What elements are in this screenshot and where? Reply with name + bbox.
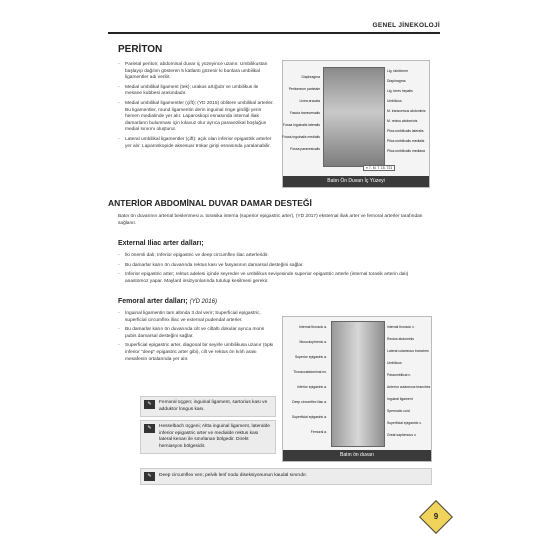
- list-item: - Medial umbilikal ligament (tek); urakus artığıdır ve umbilikus ile mesane kubbesi arasındadır.: [118, 85, 276, 98]
- anterior-intro: Batın ön duvarının arterial beslenmesi a. torasika interna (superior epigastric arter), (YD 2017) eksternal iliak arter ve femoral arterler tarafından sağlanır.: [118, 214, 423, 226]
- page-number-badge: [419, 500, 453, 534]
- femoral-title-text: Femoral arter dalları;: [118, 298, 188, 305]
- list-item: - İki önemli dalı; Inferior epigastric ve deep circumflex iliac arterleridir.: [118, 253, 432, 260]
- femoral-year: (YD 2016): [189, 299, 217, 305]
- figure-label: Rectus abdominis: [387, 337, 414, 341]
- figure-label: Great saphenous v.: [387, 433, 417, 437]
- figure-label: Lateral cutaneous branches: [387, 349, 429, 353]
- pencil-icon: ✎: [144, 472, 155, 481]
- note-hesselbach: [140, 420, 276, 454]
- list-item: - Bu damarlar karın ön duvarında rektus kası ve fasyasının damarsal desteğini sağlar.: [118, 263, 432, 270]
- abdominal-vessels-image: [331, 321, 385, 447]
- figure-label: Plica umbilicalis medialis: [387, 139, 425, 143]
- periton-title: PERİTON: [118, 44, 163, 55]
- figure-label: M. transversus abdominis: [387, 109, 426, 113]
- figure-caption: Batın Ön Duvarı İç Yüzeyi: [283, 176, 429, 187]
- pencil-icon: ✎: [144, 424, 155, 433]
- figure-label: Lig. falciforme: [387, 69, 409, 73]
- note-text: Femoral üçgen; inguinal ligament, sartorius kası ve adduktor longus kası.: [159, 400, 268, 412]
- periton-list: [118, 62, 276, 153]
- note-text: Deep circumflex ven; pelvik lenf nodu diseksiyonunun kaudal sınırıdır.: [159, 473, 307, 478]
- figure-label: Superficial epigastric a.: [291, 415, 327, 419]
- external-title: External Iliac arter dalları;: [118, 240, 204, 247]
- femoral-title: [118, 298, 217, 305]
- figure-label: Superior epigastric a.: [294, 355, 327, 359]
- list-item: - İnguinal ligamentin tam altında 3 dal verir; Superficial epigastric, superficial circumflex iliac ve external pudendal arterler.: [118, 311, 274, 324]
- figure-label: M. rectus abdominis: [387, 119, 418, 123]
- note-femoral-triangle: [140, 396, 276, 417]
- note-deep-circumflex: [140, 468, 432, 485]
- figure-label: Paraumbilical v.: [387, 373, 411, 377]
- figure-reference: ≡ 7. M. T. 15. 721: [363, 165, 395, 171]
- periton-figure: [282, 60, 430, 188]
- figure-label: Plica umbilicalis lateralis: [387, 129, 424, 133]
- figure-label: Spermatic cord: [387, 409, 410, 413]
- figure-label: Plica umbilicalis mediana: [387, 149, 425, 153]
- femoral-list: [118, 311, 274, 366]
- figure-caption: Batın ön duvarı: [283, 450, 431, 461]
- figure-label: Inguinal ligament: [387, 397, 413, 401]
- figure-label: Peritoneum parietale: [288, 87, 320, 91]
- list-item: - Superficial epigastric arter, diagonal bir seyirle umbilikusa uzanır (tıpkı inferior "deep" epigastric arter gibi), cilt ve rektus ön kılıfı arası mesafenin ortalarında yer alır.: [118, 343, 274, 363]
- anterior-title: ANTERİOR ABDOMİNAL DUVAR DAMAR DESTEĞİ: [108, 198, 312, 208]
- list-item: - Medial umbilikal ligamentler (çift); (YD 2015) obliterе umbilikal arterler. Bu ligamentler, round ligamentin derin inguinal ringe girdiği yerin hemen medialinde yer alır. Laparoskopi esnasında internal iliak damarların bulunması için kılavuz olur ayrıca paravezikal boşluğun medial sınırını oluşturur.: [118, 101, 276, 134]
- header-title: GENEL JİNEKOLOJİ: [372, 22, 440, 29]
- figure-label: Internal thoracic v.: [387, 325, 415, 329]
- figure-label: Lig. teres hepatis: [387, 89, 413, 93]
- figure-label: Deep circumflex iliac a.: [292, 400, 327, 404]
- femoral-figure: [282, 316, 432, 462]
- figure-label: Linea arcuata: [299, 99, 320, 103]
- figure-label: Thoracoabdominal nn.: [293, 370, 327, 374]
- list-item: - Inferior epigastric arter; rektus adelesi içinde seyreder ve umbilikus seviyesinde superior epigastric arterle (internal torasik arterin dalı) anastomoz yapar. Maylard insizyonlarında tutulup kesilmesi gerekir.: [118, 272, 432, 285]
- list-item: - Bu damarlar karın ön duvarında cilt ve ciltaltı dokular ayrıca mons pubis damarsal desteğini sağlar.: [118, 327, 274, 340]
- page-number: 9: [433, 512, 439, 521]
- figure-label: Diaphragma: [387, 79, 406, 83]
- figure-label: Umbilicus: [387, 99, 402, 103]
- page-header: [108, 16, 440, 34]
- figure-label: Fossa inguinalis lateralis: [283, 123, 320, 127]
- figure-label: Inferior epigastric a.: [297, 385, 327, 389]
- figure-label: Umbilicus: [387, 361, 402, 365]
- external-list: [118, 253, 432, 288]
- pencil-icon: ✎: [144, 400, 155, 409]
- note-text: Hesselbach üçgeni; Altta inguinal ligament, lateralde inferior epigastric arter ve medialde rektus kası lateral kenarı ile sınırlanan bölgedir. Direkt herniasyon bölgesidir.: [159, 424, 270, 449]
- figure-label: Anterior cutaneous branches: [387, 385, 431, 389]
- figure-label: Fossa paravesicalis: [290, 147, 320, 151]
- figure-label: Fossa inguinalis medialis: [282, 135, 320, 139]
- figure-label: Fascia transversalis: [290, 111, 320, 115]
- figure-label: Musculophrenic a.: [299, 340, 327, 344]
- abdominal-wall-image: [323, 67, 385, 167]
- list-item: - Parietal periton; abdominal duvar iç yüzeyince uzanır. Umbilikustan başlayıp dağılım gösteren 5 katlantı gözenir ki bunlara umbilikal ligamentler adı verilir.: [118, 62, 276, 82]
- figure-label: Diaphragma: [301, 75, 320, 79]
- list-item: - Lateral umbilikal ligamentler (çift): açık olan inferior epigastrik arterler yer alır. Laparoskopide aksesuar trokar girişi esnasında yaralanabilir.: [118, 137, 276, 150]
- figure-label: Femoral a.: [310, 430, 327, 434]
- figure-label: Superficial epigastric v.: [387, 421, 422, 425]
- figure-label: Internal thoracic a.: [299, 325, 327, 329]
